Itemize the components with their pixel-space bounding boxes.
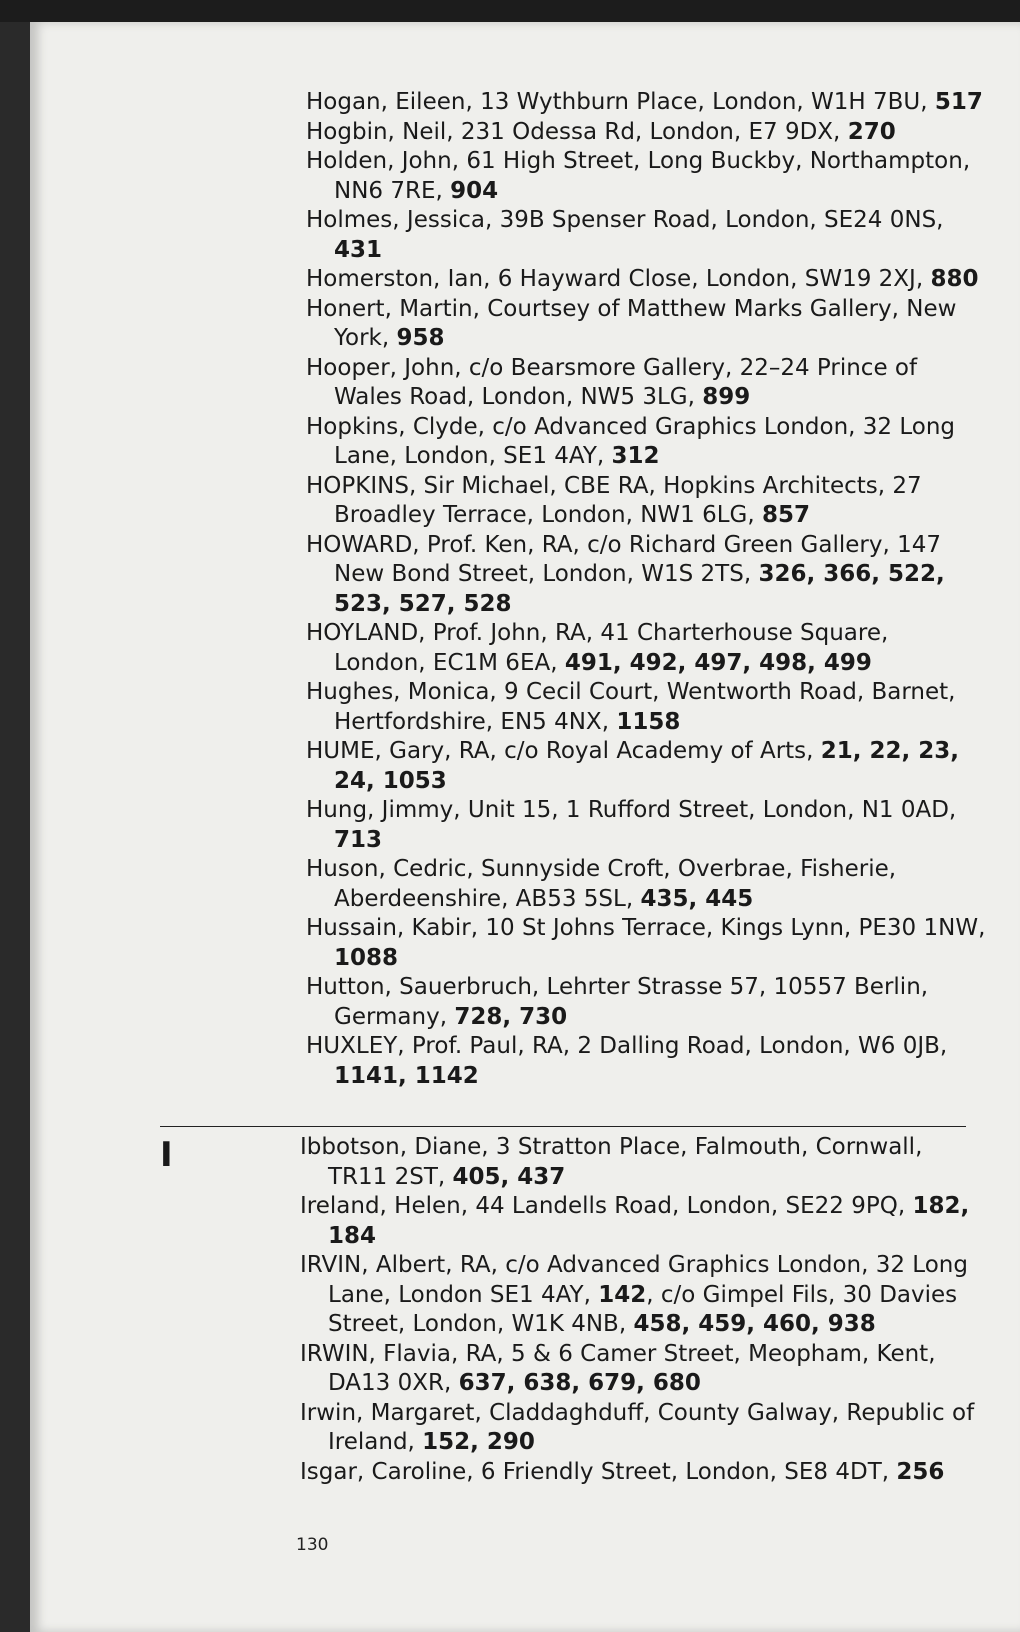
index-entry: IRWIN, Flavia, RA, 5 & 6 Camer Street, Meopham, Kent, DA13 0XR, 637, 638, 679, 680 xyxy=(300,1340,936,1396)
index-entry: Hooper, John, c/o Bearsmore Gallery, 22–24 Prince of Wales Road, London, NW5 3LG, 899 xyxy=(306,354,918,410)
index-entry: Hopkins, Clyde, c/o Advanced Graphics London, 32 Long Lane, London, SE1 4AY, 312 xyxy=(306,413,956,469)
index-list-i xyxy=(300,1133,980,1487)
index-entry: Ireland, Helen, 44 Landells Road, London, SE22 9PQ, 182, 184 xyxy=(300,1193,970,1249)
index-entry: Hughes, Monica, 9 Cecil Court, Wentworth Road, Barnet, Hertfordshire, EN5 4NX, 1158 xyxy=(306,679,956,735)
index-entry: Hussain, Kabir, 10 St Johns Terrace, Kings Lynn, PE30 1NW, 1088 xyxy=(306,915,986,971)
index-entry: Isgar, Caroline, 6 Friendly Street, London, SE8 4DT, 256 xyxy=(300,1458,945,1485)
index-entry: Homerston, Ian, 6 Hayward Close, London, SW19 2XJ, 880 xyxy=(306,266,979,292)
index-list-h xyxy=(306,88,986,1091)
index-entry: Holden, John, 61 High Street, Long Buckby, Northampton, NN6 7RE, 904 xyxy=(306,148,971,204)
index-entry: HOYLAND, Prof. John, RA, 41 Charterhouse Square, London, EC1M 6EA, 491, 492, 497, 498, 499 xyxy=(306,620,889,676)
page-number: 130 xyxy=(296,1535,329,1555)
index-entry: HUME, Gary, RA, c/o Royal Academy of Arts, 21, 22, 23, 24, 1053 xyxy=(306,738,960,794)
section-divider xyxy=(160,1126,966,1127)
index-entry: Hung, Jimmy, Unit 15, 1 Rufford Street, London, N1 0AD, 713 xyxy=(306,797,957,853)
index-entry: Holmes, Jessica, 39B Spenser Road, London, SE24 0NS, 431 xyxy=(306,207,944,263)
index-entry: HOPKINS, Sir Michael, CBE RA, Hopkins Architects, 27 Broadley Terrace, London, NW1 6LG, 857 xyxy=(306,472,922,528)
index-entry: HOWARD, Prof. Ken, RA, c/o Richard Green Gallery, 147 New Bond Street, London, W1S 2TS, 326, 366, 522, 523, 527, 528 xyxy=(306,531,945,617)
index-entry: IRVIN, Albert, RA, c/o Advanced Graphics London, 32 Long Lane, London SE1 4AY, 142, c/o Gimpel Fils, 30 Davies Street, London, W1K 4NB, 458, 459, 460, 938 xyxy=(300,1252,968,1337)
scan-top-edge xyxy=(0,0,1020,22)
index-entry: HUXLEY, Prof. Paul, RA, 2 Dalling Road, London, W6 0JB, 1141, 1142 xyxy=(306,1033,948,1089)
index-entry: Irwin, Margaret, Claddaghduff, County Galway, Republic of Ireland, 152, 290 xyxy=(300,1399,975,1455)
index-entry: Hutton, Sauerbruch, Lehrter Strasse 57, 10557 Berlin, Germany, 728, 730 xyxy=(306,974,929,1030)
index-entry: Honert, Martin, Courtsey of Matthew Marks Gallery, New York, 958 xyxy=(306,295,957,351)
section-letter: I xyxy=(160,1135,173,1175)
index-entry: Hogbin, Neil, 231 Odessa Rd, London, E7 9DX, 270 xyxy=(306,118,896,145)
index-entry: Huson, Cedric, Sunnyside Croft, Overbrae, Fisherie, Aberdeenshire, AB53 5SL, 435, 445 xyxy=(306,856,897,912)
index-entry: Ibbotson, Diane, 3 Stratton Place, Falmouth, Cornwall, TR11 2ST, 405, 437 xyxy=(300,1134,923,1190)
index-entry: Hogan, Eileen, 13 Wythburn Place, London, W1H 7BU, 517 xyxy=(306,89,983,115)
